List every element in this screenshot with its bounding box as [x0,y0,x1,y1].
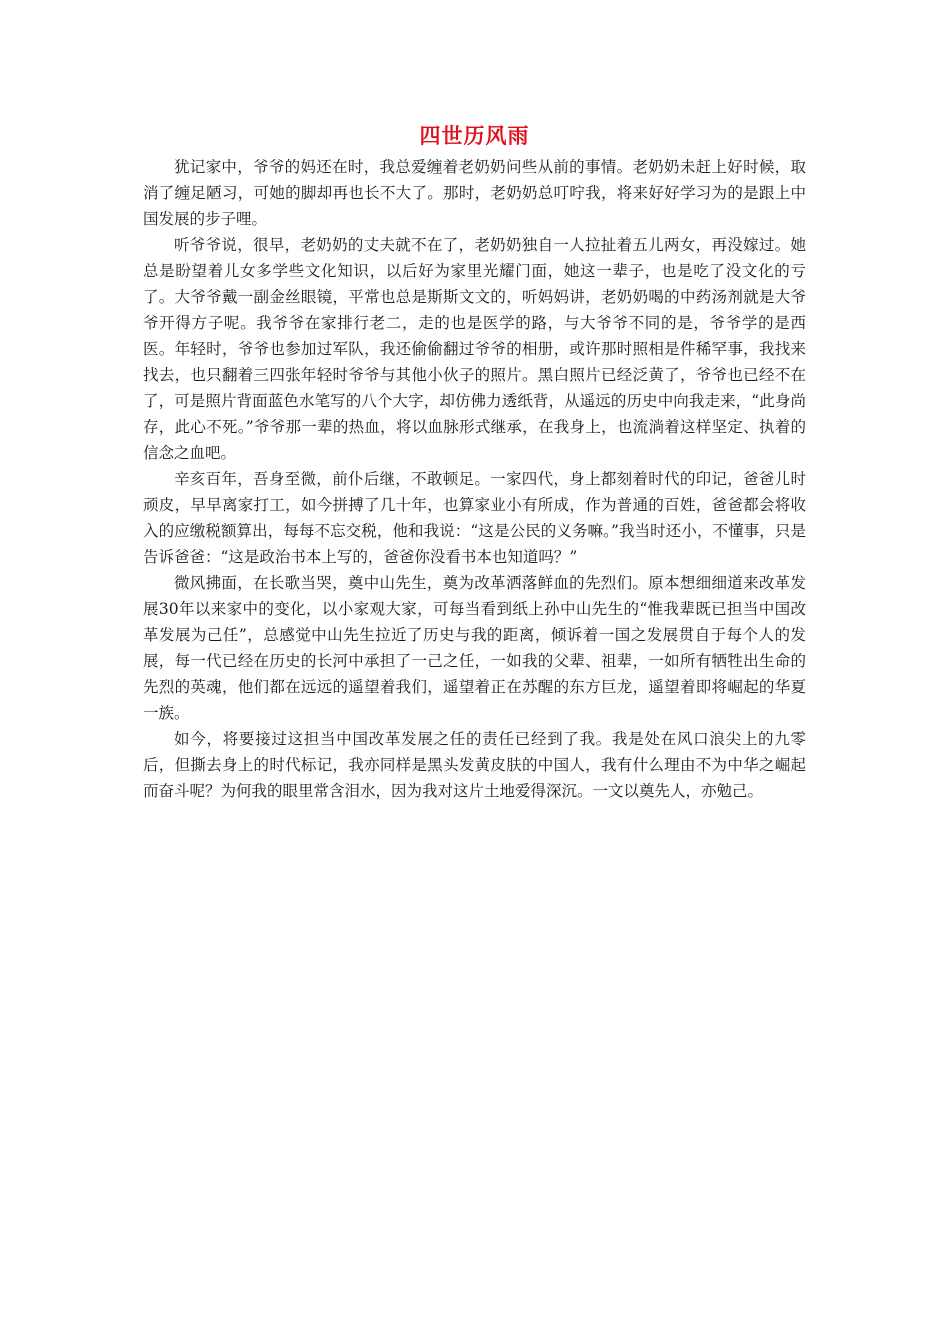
paragraph-4: 微风拂面，在长歌当哭，奠中山先生，奠为改革洒落鲜血的先烈们。原本想细细道来改革发展30年以来家中的变化，以小家观大家，可每当看到纸上孙中山先生的“惟我辈既已担当中国改革发展为己任”，总感觉中山先生拉近了历史与我的距离，倾诉着一国之发展贯自于每个人的发展，每一代已经在历史的长河中承担了一己之任，一如我的父辈、祖辈，一如所有牺牲出生命的先烈的英魂，他们都在远远的遥望着我们，遥望着正在苏醒的东方巨龙，遥望着即将崛起的华夏一族。 [143,574,806,722]
paragraph-1: 犹记家中，爷爷的妈还在时，我总爱缠着老奶奶问些从前的事情。老奶奶未赶上好时候，取消了缠足陋习，可她的脚却再也长不大了。那时，老奶奶总叮咛我，将来好好学习为的是跟上中国发展的步子哩。 [143,158,806,228]
paragraph-3: 辛亥百年，吾身至微，前仆后继，不敢顿足。一家四代，身上都刻着时代的印记，爸爸儿时顽皮，早早离家打工，如今拼搏了几十年，也算家业小有所成，作为普通的百姓，爸爸都会将收入的应缴税额算出，每每不忘交税，他和我说：“这是公民的义务嘛。”我当时还小，不懂事，只是告诉爸爸：“这是政治书本上写的，爸爸你没看书本也知道吗？” [143,470,806,566]
article-body [143,120,806,804]
paragraph-5: 如今，将要接过这担当中国改革发展之任的责任已经到了我。我是处在风口浪尖上的九零后，但撕去身上的时代标记，我亦同样是黑头发黄皮肤的中国人，我有什么理由不为中华之崛起而奋斗呢？为何我的眼里常含泪水，因为我对这片土地爱得深沉。一文以奠先人，亦勉己。 [143,730,806,800]
article-title: 四世历风雨 [419,124,530,148]
paragraph-2: 听爷爷说，很早，老奶奶的丈夫就不在了，老奶奶独自一人拉扯着五儿两女，再没嫁过。她总是盼望着儿女多学些文化知识，以后好为家里光耀门面，她这一辈子，也是吃了没文化的亏了。大爷爷戴一副金丝眼镜，平常也总是斯斯文文的，听妈妈讲，老奶奶喝的中药汤剂就是大爷爷开得方子呢。我爷爷在家排行老二，走的也是医学的路，与大爷爷不同的是，爷爷学的是西医。年轻时，爷爷也参加过军队，我还偷偷翻过爷爷的相册，或许那时照相是件稀罕事，我找来找去，也只翻着三四张年轻时爷爷与其他小伙子的照片。黑白照片已经泛黄了，爷爷也已经不在了，可是照片背面蓝色水笔写的八个大字，却仿佛力透纸背，从遥远的历史中向我走来，“此身尚存，此心不死。”爷爷那一辈的热血，将以血脉形式继承，在我身上，也流淌着这样坚定、执着的信念之血吧。 [143,236,806,462]
